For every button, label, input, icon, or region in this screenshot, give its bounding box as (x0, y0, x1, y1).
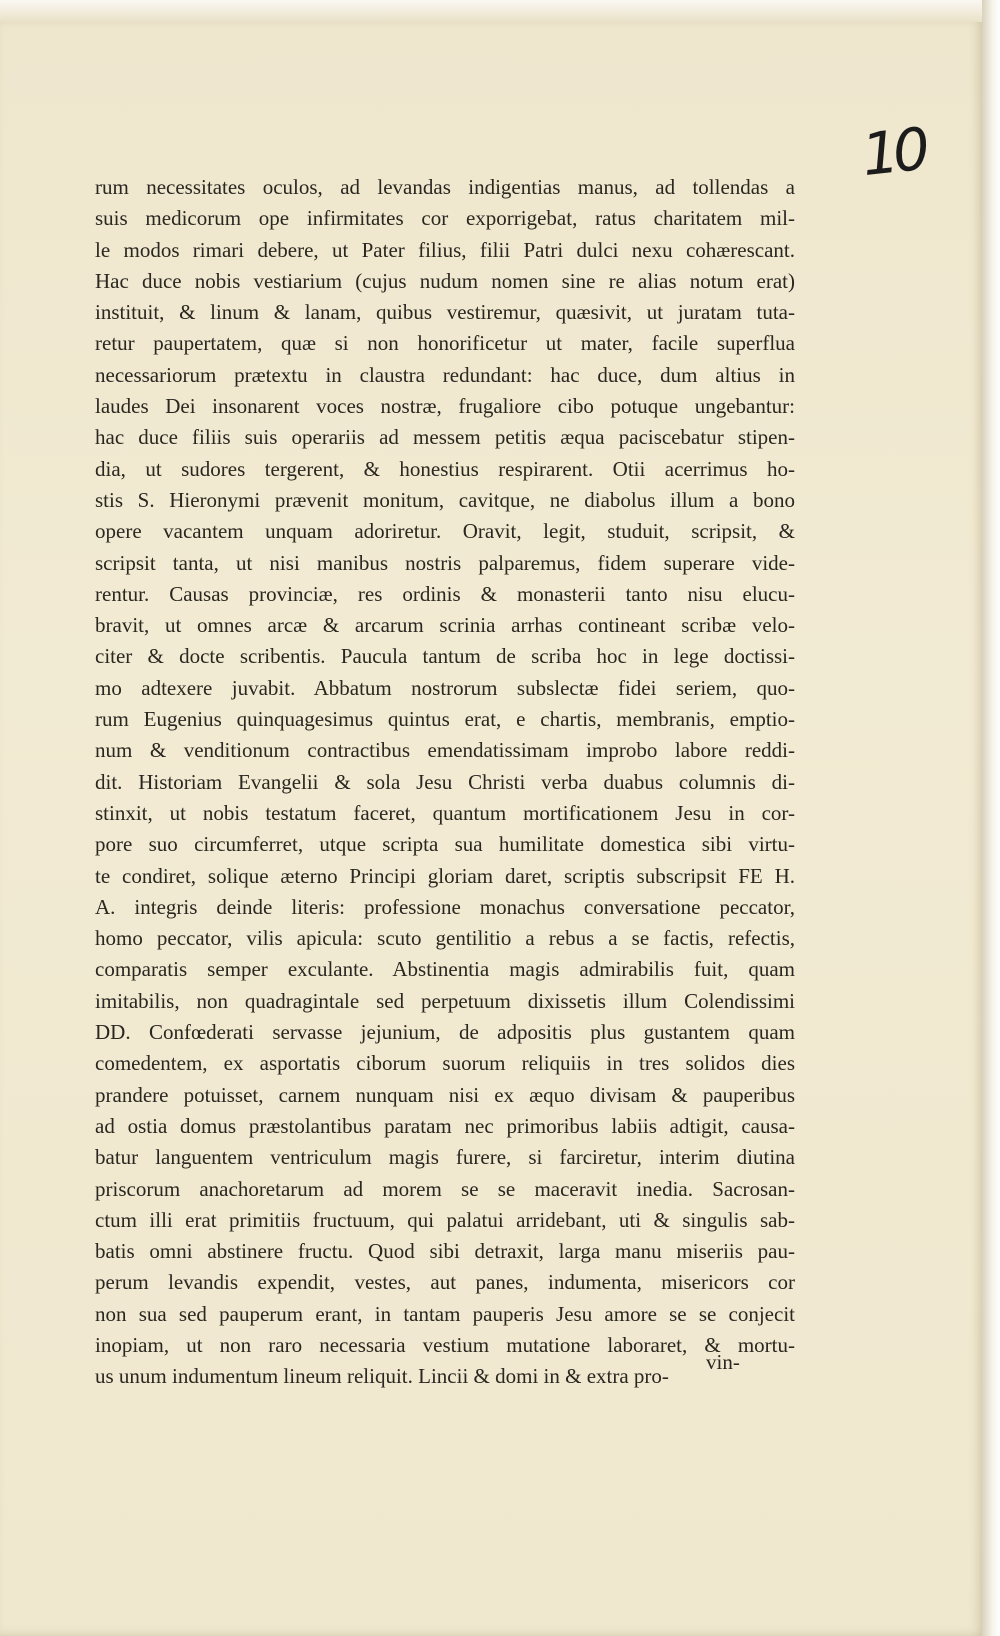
text-line: suis medicorum ope infirmitates cor exporrigebat, ratus charitatem mil- (95, 206, 795, 231)
text-line: le modos rimari debere, ut Pater filius, filii Patri dulci nexu cohærescant. (95, 237, 795, 262)
text-line: scripsit tanta, ut nisi manibus nostris palparemus, fidem superare vide- (95, 550, 795, 575)
catchword: vin- (706, 1350, 740, 1374)
text-line: us unum indumentum lineum reliquit. Lincii & domi in & extra pro- (95, 1364, 669, 1389)
text-line: stinxit, ut nobis testatum faceret, quantum mortificationem Jesu in cor- (95, 800, 795, 825)
body-text (95, 172, 795, 1393)
text-line: comedentem, ex asportatis ciborum suorum reliquiis in tres solidos dies (95, 1051, 795, 1076)
text-line: priscorum anachoretarum ad morem se se maceravit inedia. Sacrosan- (95, 1176, 795, 1201)
text-line: te condiret, solique æterno Principi gloriam daret, scriptis subscripsit FE H. (95, 863, 795, 888)
text-line: ad ostia domus præstolantibus paratam nec primoribus labiis adtigit, causa- (95, 1113, 795, 1138)
text-line: num & venditionum contractibus emendatissimam improbo labore reddi- (95, 738, 795, 763)
text-line: opere vacantem unquam adoriretur. Oravit, legit, studuit, scripsit, & (95, 519, 795, 544)
text-line: imitabilis, non quadragintale sed perpetuum dixissetis illum Colendissimi (95, 988, 795, 1013)
text-line: laudes Dei insonarent voces nostræ, frugaliore cibo potuque ungebantur: (95, 394, 795, 419)
text-line: rum Eugenius quinquagesimus quintus erat, e chartis, membranis, emptio- (95, 707, 795, 732)
text-line: DD. Confœderati servasse jejunium, de adpositis plus gustantem quam (95, 1020, 795, 1045)
text-line: inopiam, ut non raro necessaria vestium mutatione laboraret, & mortu- (95, 1332, 795, 1357)
text-line: citer & docte scribentis. Paucula tantum de scriba hoc in lege doctissi- (95, 644, 795, 669)
text-line: instituit, & linum & lanam, quibus vestiremur, quæsivit, ut juratam tuta- (95, 300, 795, 325)
text-line: perum levandis expendit, vestes, aut panes, indumenta, misericors cor (95, 1270, 795, 1295)
text-line: retur paupertatem, quæ si non honorificetur ut mater, facile superflua (95, 331, 795, 356)
text-line: rum necessitates oculos, ad levandas indigentias manus, ad tollendas a (95, 175, 795, 199)
text-line: homo peccator, vilis apicula: scuto gentilitio a rebus a se factis, refectis, (95, 926, 795, 951)
text-line: A. integris deinde literis: professione monachus conversatione peccator, (95, 894, 795, 919)
text-line: prandere potuisset, carnem nunquam nisi ex æquo divisam & pauperibus (95, 1082, 795, 1107)
text-line: dia, ut sudores tergerent, & honestius respirarent. Otii acerrimus ho- (95, 456, 795, 481)
text-line: mo adtexere juvabit. Abbatum nostrorum subslectæ fidei seriem, quo- (95, 675, 795, 700)
text-line: hac duce filiis suis operariis ad messem petitis æqua paciscebatur stipen- (95, 425, 795, 450)
text-line: batis omni abstinere fructu. Quod sibi detraxit, larga manu miseriis pau- (95, 1239, 795, 1264)
text-line: bravit, ut omnes arcæ & arcarum scrinia arrhas contineant scribæ velo- (95, 613, 795, 638)
text-line: rentur. Causas provinciæ, res ordinis & monasterii tanto nisu elucu- (95, 581, 795, 606)
text-line: batur languentem ventriculum magis furere, si farciretur, interim diutina (95, 1145, 795, 1170)
text-line: non sua sed pauperum erant, in tantam pauperis Jesu amore se se conjecit (95, 1301, 795, 1326)
page-right-edge (982, 0, 1000, 1636)
text-line: ctum illi erat primitiis fructuum, qui palatui arridebant, uti & singulis sab- (95, 1207, 795, 1232)
page-top-edge (0, 0, 1000, 22)
text-line: comparatis semper exculante. Abstinentia magis admirabilis fuit, quam (95, 957, 795, 982)
text-line: necessariorum prætextu in claustra redundant: hac duce, dum altius in (95, 362, 795, 387)
text-line: pore suo circumferret, utque scripta sua humilitate domestica sibi virtu- (95, 832, 795, 857)
folio-number: 10 (858, 114, 928, 190)
text-line: dit. Historiam Evangelii & sola Jesu Christi verba duabus columnis di- (95, 769, 795, 794)
text-line: stis S. Hieronymi prævenit monitum, cavitque, ne diabolus illum a bono (95, 487, 795, 512)
text-line: Hac duce nobis vestiarium (cujus nudum nomen sine re alias notum erat) (95, 268, 795, 293)
